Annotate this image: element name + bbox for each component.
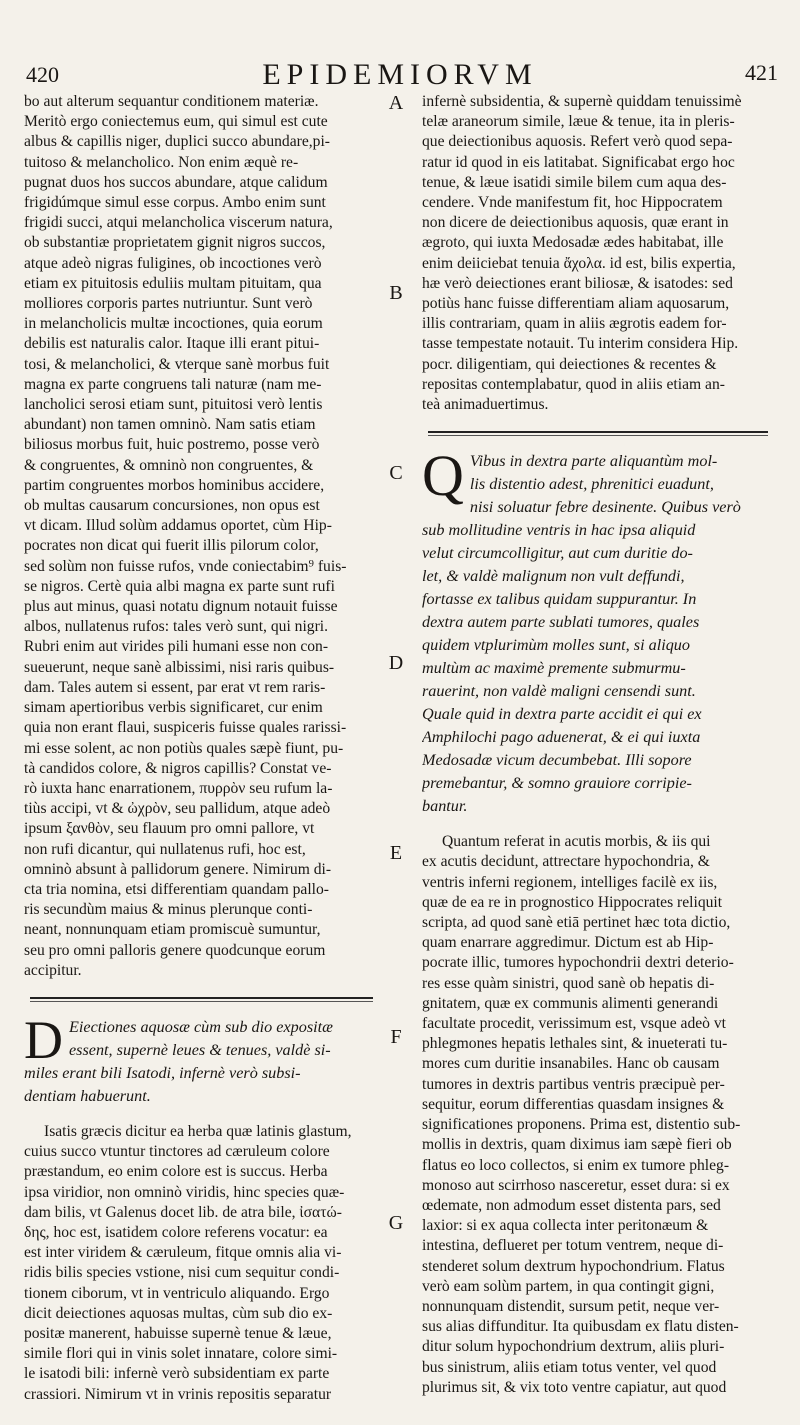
text-line: bo aut alterum sequantur conditionem materiæ.: [24, 93, 319, 110]
text-line: præstandum, eo enim colore est is succus. Herba: [24, 1163, 328, 1181]
text-line: sed solùm non fuisse rufos, vnde coniectabim⁹ fuis-: [24, 557, 347, 575]
text-line: miles erant bili Isatodi, infernè verò subsi-: [24, 1063, 301, 1082]
text-line: phlegmones hepatis lethales sint, & inueterati tu-: [422, 1035, 728, 1053]
text-line: ditur solum hypochondrium dextrum, aliis pluri-: [422, 1338, 725, 1356]
text-line: cuius succo vtuntur tinctores ad cæruleum colore: [24, 1143, 330, 1161]
text-line: non dicere de deiectionibus aquosis, quæ erant in: [422, 214, 729, 232]
text-line: pocrates non dicat qui fuerit illis pilorum color,: [24, 537, 319, 555]
text-line: albus & capillis niger, duplici succo abundare,pi-: [24, 133, 330, 151]
text-line: est inter viridem & cæruleum, fitque omnis alia vi-: [24, 1244, 342, 1262]
text-line: facultate procedit, verissimum est, vsque adeò vt: [422, 1015, 726, 1033]
page-number-left: 420: [26, 62, 59, 87]
text-line: Amphilochi pago aduenerat, & ei qui iuxta: [422, 728, 701, 747]
text-line: ægroto, qui iuxta Medosadæ ædes habitabat, ille: [422, 234, 724, 252]
text-line: hæ verò deiectiones erant biliosæ, & isatodes: sed: [422, 274, 733, 292]
text-line: abundant) non tamen omninò. Nam satis etiam: [24, 416, 316, 434]
text-line: quidem vtplurimùm molles sunt, si aliquo: [422, 636, 690, 655]
text-line: dextra autem parte sublati tumores, quales: [422, 613, 700, 632]
text-line: mores cum duritie insanabiles. Hanc ob causam: [422, 1055, 720, 1073]
text-line: mi esse solent, ac non potiùs quales sæpè fiunt, pu-: [24, 739, 344, 757]
text-line: scripta, ad quod sanè etiā pertinet hæc tota dictio,: [422, 914, 731, 932]
text-line: frigidi succi, atqui melancholica viscerum natura,: [24, 214, 333, 232]
text-line: lis distentio adest, phrenitici euadunt,: [469, 475, 714, 494]
text-line: etiam ex pituitosis eduliis multam pituitam, qua: [24, 274, 322, 292]
left-column: [24, 92, 379, 1405]
section-rule: [30, 997, 373, 1002]
running-header: [0, 58, 800, 92]
text-line: omninò absunt à pallidorum genere. Nimirum di-: [24, 860, 332, 878]
text-line: non rufi dicantur, qui nullatenus rufi, hoc est,: [24, 840, 306, 858]
text-line: ob substantiæ proprietatem gignit nigros succos,: [24, 234, 326, 252]
margin-letter: F: [390, 1026, 402, 1048]
text-line: mollis in dextris, quam diximus iam sæpè fieri ob: [422, 1136, 732, 1154]
text-line: partim congruentes morbos hominibus accidere,: [24, 476, 325, 494]
text-line: simam apertioribus verbis significaret, cur enim: [24, 699, 323, 717]
lemma-text: [24, 1009, 379, 1108]
text-line: flatus eo loco collectos, si enim ex tumore phleg-: [422, 1156, 730, 1174]
text-line: plurimus sit, & vix toto ventre capiatur, aut quod: [422, 1378, 727, 1396]
text-line: Quale quid in dextra parte accidit ei qui ex: [422, 705, 702, 724]
margin-letter: B: [389, 282, 403, 304]
text-line: ob multas causarum concursiones, non opus est: [24, 497, 320, 515]
text-line: dicit deiectiones aquosas multas, cùm sub dio ex-: [24, 1304, 333, 1322]
text-line: velut circumcolligitur, aut cum duritie do-: [422, 544, 693, 563]
text-line: atque adeò nigras fuligines, ob incoctiones verò: [24, 254, 322, 272]
text-line: Isatis græcis dicitur ea herba quæ latinis glastum,: [44, 1122, 352, 1140]
text-line: le isatodi bili: infernè verò subsidentiam ex parte: [24, 1365, 330, 1383]
text-line: Quantum referat in acutis morbis, & iis qui: [442, 833, 711, 851]
section-rule: [428, 431, 768, 436]
text-line: ipsa viridior, non omninò viridis, hinc species quæ-: [24, 1183, 345, 1201]
text-line: que deiectionibus aquosis. Refert verò quod sepa-: [422, 133, 733, 151]
text-line: tumores in dextris partibus ventris præcipuè per-: [422, 1075, 725, 1093]
text-line: multùm ac maximè premente submurmu-: [422, 659, 686, 678]
text-line: & congruentes, & omninò non congruentes, &: [24, 456, 314, 474]
text-line: premebantur, & somno grauiore corripie-: [422, 774, 692, 793]
text-line: sus alias diffunditur. Ita quibusdam ex flatu disten-: [422, 1318, 739, 1336]
text-line: sequitur, eorum differentias quasdam insignes &: [422, 1095, 725, 1113]
text-line: tà candidos colore, & nigros capillis? Constat ve-: [24, 759, 332, 777]
text-line: res esse quàm sinistri, quod sanè ob hepatis di-: [422, 974, 715, 992]
text-line: cendere. Vnde manifestum fit, hoc Hippocratem: [422, 194, 723, 212]
text-line: dam bilis, vt Galenus docet lib. de atra bile, ἰσατώ-: [24, 1203, 342, 1221]
text-line: se nigros. Certè quia albi magna ex parte sunt rufi: [24, 577, 335, 595]
text-line: rauerint, non valdè maligni censendi sunt.: [422, 682, 696, 701]
running-title: EPIDEMIORVM: [262, 58, 538, 91]
text-line: tiùs accipi, vt & ὠχρὸν, seu pallidum, atque adeò: [24, 800, 331, 818]
text-line: Eiectiones aquosæ cùm sub dio expositæ: [69, 1017, 333, 1036]
text-line: pugnat duos hos succos abundare, atque calidum: [24, 173, 328, 191]
text-line: nisi soluatur febre desinente. Quibus verò: [469, 498, 741, 517]
commentary-paragraph: [422, 832, 774, 1398]
text-line: bantur.: [422, 797, 468, 816]
text-line: tenue, & læue isatidi simile bilem cum aqua des-: [422, 173, 727, 191]
text-line: magna ex parte congruens tali naturæ (nam me-: [24, 375, 322, 393]
text-line: enim deiiciebat tenuia ἄχολα. id est, bilis expertia,: [422, 254, 736, 272]
text-line: quia non erant flaui, suspiceris fuisse quales rarissi-: [24, 719, 347, 737]
text-line: neant, nonnunquam etiam promiscuè sumuntur,: [24, 921, 321, 939]
right-column: [422, 92, 774, 1398]
text-line: illis contrariam, quam in aliis ægrotis eadem for-: [422, 315, 727, 333]
text-line: tasse tempestate notauit. Tu interim considera Hip.: [422, 335, 739, 353]
margin-letter: A: [388, 92, 404, 114]
text-line: tosi, & melancholici, & vterque sanè morbus fuit: [24, 355, 330, 373]
text-line: telæ araneorum simile, læue & tenue, ita in pleris-: [422, 113, 735, 131]
drop-cap: D: [24, 1009, 63, 1070]
text-line: tuitoso & melancholico. Non enim æquè re-: [24, 153, 299, 171]
text-line: accipitur.: [24, 961, 82, 979]
text-line: infernè subsidentia, & supernè quiddam tenuissimè: [422, 93, 742, 110]
text-line: stenderet solum dextrum hypochondrium. Flatus: [422, 1257, 725, 1275]
text-line: tionem ciborum, vt in ventriculo aliquando. Ergo: [24, 1284, 330, 1302]
text-line: quæ de ea re in prognostico Hippocrates reliquit: [422, 893, 723, 911]
commentary-paragraph: [24, 1122, 379, 1405]
text-line: ridis bilis species vstione, nisi cum sequitur condi-: [24, 1264, 340, 1282]
text-line: sueuerunt, neque sanè albissimi, nisi raris quibus-: [24, 658, 335, 676]
text-line: pocrate illic, tumores hypochondrii dextri deterio-: [422, 954, 734, 972]
text-line: positæ manerent, habuisse supernè tenue & læue,: [24, 1324, 332, 1342]
text-line: Meritò ergo coniectemus eum, qui simul est cute: [24, 113, 328, 131]
text-line: ex acutis decidunt, attrectare hypochondria, &: [422, 853, 710, 871]
text-line: repositas contemplabatur, quod in aliis etiam an-: [422, 375, 725, 393]
text-line: sub mollitudine ventris in hac ipsa aliquid: [422, 521, 696, 540]
text-line: simile flori qui in vinis solet innatare, colore simi-: [24, 1345, 338, 1363]
text-line: teà animaduertimus.: [422, 396, 549, 414]
text-line: lancholici serosi etiam sunt, pituitosi verò lentis: [24, 396, 323, 414]
page-number-right: 421: [745, 60, 778, 85]
text-line: biliosus morbus fuit, huic postremo, posse verò: [24, 436, 320, 454]
margin-letter: G: [388, 1212, 404, 1234]
text-line: significationes proponens. Prima est, distentio sub-: [422, 1116, 741, 1134]
text-line: fortasse ex talibus quidam suppurantur. In: [422, 590, 697, 609]
text-line: Rubri enim aut virides pili humani esse non con-: [24, 638, 329, 656]
text-line: verò eam solùm partem, in qua contingit gigni,: [422, 1277, 715, 1295]
text-line: vt dicam. Illud solùm addamus oportet, cùm Hip-: [24, 517, 332, 535]
text-line: ipsum ξανθὸν, seu flauum pro omni pallore, vt: [24, 820, 315, 838]
text-line: gnitatem, quæ ex communis alimenti generandi: [422, 994, 719, 1012]
text-line: dam. Tales autem si essent, par erat vt rem raris-: [24, 678, 326, 696]
text-line: intestina, deflueret per totum ventrem, neque di-: [422, 1237, 724, 1255]
text-line: monoso aut scirrhoso nasceretur, esset dura: si ex: [422, 1176, 730, 1194]
drop-cap: Q: [422, 443, 464, 509]
text-line: laxior: si ex aqua collecta inter peritonæum &: [422, 1217, 709, 1235]
text-line: δης, hoc est, isatidem colore referens vocatur: ea: [24, 1223, 328, 1241]
text-line: debilis est naturalis calor. Itaque illi erant pitui-: [24, 335, 320, 353]
text-line: ventris inferni regionem, intelliges facilè ex iis,: [422, 873, 718, 891]
text-line: seu pro omni palloris genere quodcunque eorum: [24, 941, 326, 959]
text-line: œdemate, non admodum esset distenta pars, sed: [422, 1196, 721, 1214]
text-line: rò iuxta hanc enarrationem, πυρρὸν seu rufum la-: [24, 779, 333, 797]
text-line: nonnunquam distendit, sursum petit, neque ver-: [422, 1297, 720, 1315]
commentary-paragraph: [24, 92, 379, 981]
text-line: crassiori. Nimirum vt in vrinis repositis separatur: [24, 1385, 332, 1403]
margin-letter: C: [389, 462, 403, 484]
text-line: pocr. diligentiam, qui deiectiones & recentes &: [422, 355, 717, 373]
text-line: dentiam habuerunt.: [24, 1086, 151, 1105]
lemma-text: [422, 443, 774, 818]
text-line: frigidúmque simul esse corpus. Ambo enim sunt: [24, 194, 326, 212]
text-line: Vibus in dextra parte aliquantùm mol-: [469, 452, 718, 471]
text-line: ratur id quod in eis latitabat. Significabat ergo hoc: [422, 153, 735, 171]
text-line: essent, supernè leues & tenues, valdè si-: [69, 1040, 331, 1059]
text-line: bus sinistrum, aliis etiam totus venter, vel quod: [422, 1358, 717, 1376]
text-line: plus aut minus, quasi notatu dignum notauit fuisse: [24, 598, 338, 616]
text-line: ris secundùm maius & minus plerunque conti-: [24, 901, 313, 919]
text-line: let, & valdè malignum non vult deffundi,: [422, 567, 685, 586]
text-line: quam enarrare aggredimur. Dictum est ab Hip-: [422, 934, 714, 952]
commentary-paragraph: [422, 92, 774, 415]
text-line: Medosadæ vicum decumbebat. Illi sopore: [422, 751, 692, 770]
text-line: molliores corporis partes nutriuntur. Sunt verò: [24, 295, 313, 313]
text-line: potiùs hanc fuisse differentiam aliam aquosarum,: [422, 295, 730, 313]
margin-letter: E: [389, 842, 403, 864]
text-line: albos, nullatenus rufos: tales verò sunt, qui nigri.: [24, 618, 329, 636]
margin-letter: D: [388, 652, 404, 674]
text-line: in melancholicis multæ incoctiones, quia eorum: [24, 315, 323, 333]
text-line: cta tria nomina, etsi differentiam quandam pallo-: [24, 880, 329, 898]
